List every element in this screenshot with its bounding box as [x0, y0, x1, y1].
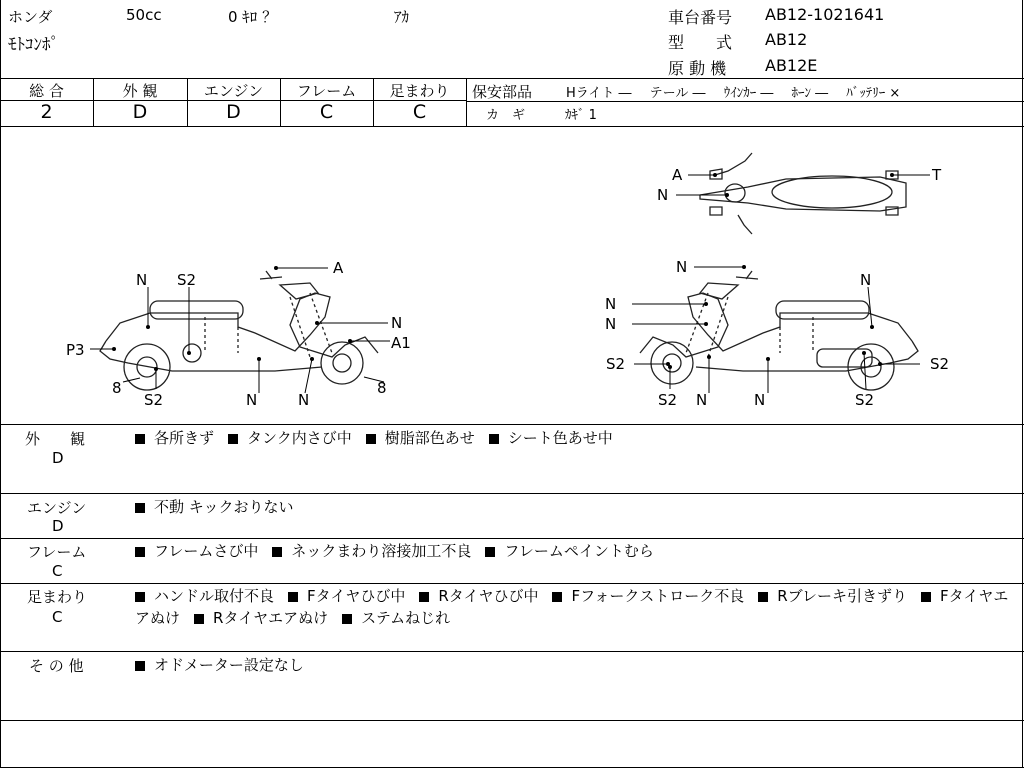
note-item: フレームペイントむら — [504, 542, 654, 560]
grade-frame-value: C — [319, 101, 334, 123]
diagram-label: N — [860, 271, 872, 289]
diagram-labels — [66, 166, 949, 409]
safety-taillight: テール ― — [649, 86, 706, 101]
grade-overall-label: 総 合 — [29, 82, 64, 100]
safety-battery: ﾊﾞｯﾃﾘｰ × — [846, 86, 901, 101]
diagram-label: S2 — [930, 355, 950, 373]
engine-label: 原 動 機 — [668, 59, 727, 78]
displacement: 50cc — [126, 6, 162, 24]
maker: ホンダ — [8, 8, 53, 26]
diagram-label: 8 — [112, 379, 122, 397]
note-item: Rタイヤひび中 — [438, 587, 539, 605]
notes-exterior-grade: D — [52, 449, 64, 467]
diagram-label: N — [246, 391, 258, 409]
note-item: Fフォークストローク不良 — [571, 587, 745, 605]
divider — [0, 651, 1024, 652]
diagram-label: N — [676, 258, 688, 276]
note-item: フレームさび中 — [154, 542, 259, 560]
note-item: 不動 キックおりない — [154, 498, 294, 516]
diagram-label: N — [754, 391, 766, 409]
scooter-damage-diagram — [0, 127, 1022, 423]
note-item: タンク内さび中 — [247, 429, 352, 447]
divider — [0, 78, 1024, 79]
diagram-label: N — [136, 271, 148, 289]
model-type-label: 型 式 — [668, 33, 733, 52]
diagram-label: S2 — [606, 355, 626, 373]
model-name: ﾓﾄｺﾝﾎﾟ — [8, 35, 59, 55]
safety-parts-list — [566, 82, 900, 101]
grade-frame-label: フレーム — [296, 82, 357, 100]
grade-overall-value: 2 — [40, 101, 53, 123]
damage-dots — [112, 173, 894, 371]
diagram-label: S2 — [855, 391, 875, 409]
note-item: ネックまわり溶接加工不良 — [291, 542, 472, 560]
key-value: ｶｷﾞ 1 — [565, 108, 597, 123]
note-item: 各所きず — [154, 429, 215, 447]
divider — [0, 493, 1024, 494]
safety-headlight: Hライト ― — [566, 86, 632, 101]
diagram-label: 8 — [377, 379, 387, 397]
divider — [0, 583, 1024, 584]
diagram-label: T — [932, 166, 942, 184]
safety-winker: ｳｲﾝｶｰ ― — [723, 86, 774, 101]
divider — [0, 538, 1024, 539]
notes-engine-label: エンジン — [27, 499, 87, 517]
note-item: 樹脂部色あせ — [384, 429, 475, 447]
grade-engine-label: エンジン — [203, 82, 264, 100]
notes-frame-items — [135, 540, 1010, 562]
diagram-label: S2 — [658, 391, 678, 409]
frame-number-value: AB12-1021641 — [765, 5, 885, 24]
scooter-top-view — [700, 153, 906, 234]
grade-exterior-label: 外 観 — [122, 82, 158, 100]
note-item: Rタイヤエアぬけ — [213, 609, 329, 627]
note-item: Fタイヤひび中 — [307, 587, 406, 605]
notes-frame-grade: C — [52, 562, 63, 580]
diagram-label: A1 — [391, 334, 411, 352]
divider — [466, 101, 1024, 102]
diagram-label: P3 — [66, 341, 85, 359]
diagram-label: A — [672, 166, 683, 184]
notes-other-items — [135, 654, 1010, 676]
notes-exterior-items — [135, 427, 1010, 449]
color: ｱｶ — [394, 8, 410, 26]
notes-other-label: そ の 他 — [29, 657, 84, 675]
grade-exterior-value: D — [132, 101, 148, 123]
diagram-label: N — [298, 391, 310, 409]
notes-engine-items — [135, 496, 1010, 518]
diagram-label: S2 — [177, 271, 197, 289]
diagram-label: N — [605, 315, 617, 333]
frame-number-label: 車台番号 — [668, 8, 733, 27]
notes-suspension-grade: C — [52, 608, 63, 626]
key-label: カ ギ — [486, 108, 526, 123]
scooter-right-view — [640, 271, 918, 390]
diagram-label: N — [605, 295, 617, 313]
safety-horn: ﾎｰﾝ ― — [791, 86, 829, 101]
note-item: シート色あせ中 — [507, 429, 613, 447]
notes-suspension-label: 足まわり — [27, 588, 88, 606]
leader-lines — [90, 175, 930, 393]
note-item: オドメーター設定なし — [154, 656, 304, 674]
divider — [0, 424, 1024, 425]
notes-exterior-label: 外 観 — [25, 430, 86, 448]
engine-value: AB12E — [765, 56, 818, 75]
divider — [0, 720, 1024, 721]
note-item: Rブレーキ引きずり — [777, 587, 908, 605]
mileage: 0 ｷﾛ ？ — [228, 8, 278, 26]
note-item: Fタイヤエアぬけ — [135, 587, 1009, 627]
border — [1022, 0, 1023, 768]
diagram-label: N — [657, 186, 669, 204]
grade-engine-value: D — [226, 101, 241, 123]
grade-suspension-label: 足まわり — [389, 82, 450, 100]
grade-suspension-value: C — [412, 101, 427, 123]
diagram-label: N — [696, 391, 708, 409]
model-type-value: AB12 — [765, 30, 808, 49]
diagram-label: A — [333, 259, 344, 277]
divider — [466, 78, 467, 126]
note-item: ハンドル取付不良 — [154, 587, 275, 605]
diagram-label: S2 — [144, 391, 164, 409]
notes-frame-label: フレーム — [27, 543, 87, 561]
safety-parts-title: 保安部品 — [472, 83, 533, 101]
notes-engine-grade: D — [52, 517, 64, 535]
diagram-label: N — [391, 314, 403, 332]
note-item: ステムねじれ — [361, 609, 451, 627]
notes-suspension-items — [135, 585, 1010, 629]
